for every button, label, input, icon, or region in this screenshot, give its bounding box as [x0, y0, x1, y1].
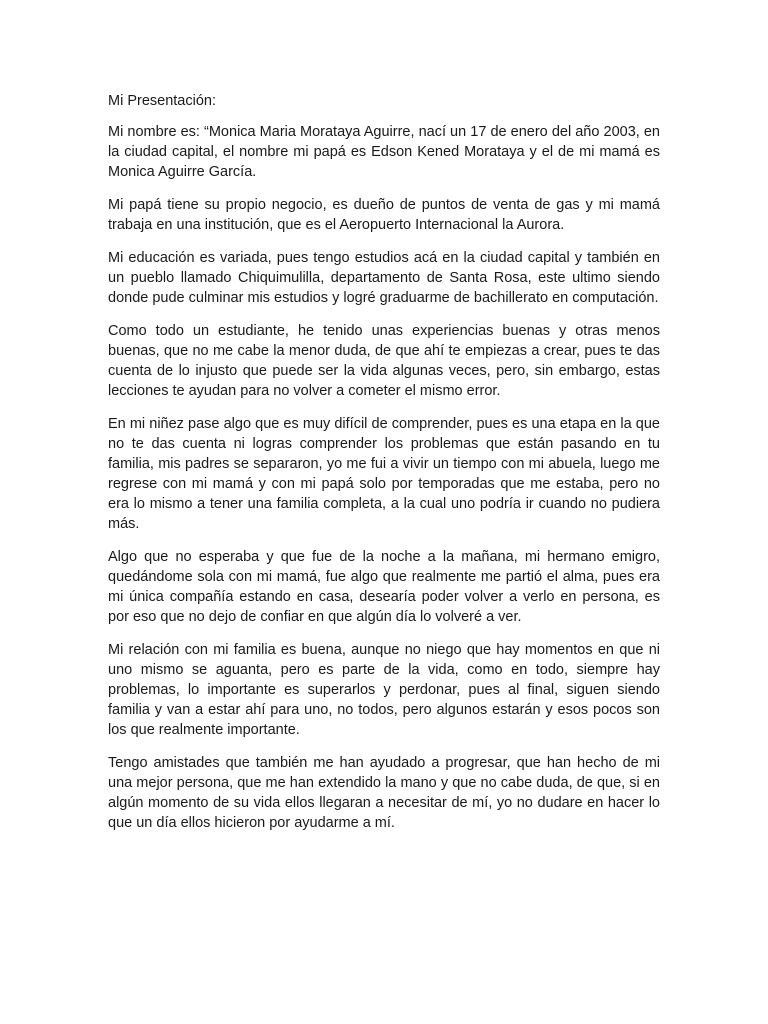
paragraph-4: Como todo un estudiante, he tenido unas experiencias buenas y otras menos buenas, que no me cabe la menor duda, de que ahí te empiezas a crear, pues te das cuenta de lo injusto que puede ser la vida algunas veces, pero, sin embargo, estas lecciones te ayudan para no volver a cometer el mismo error.	[108, 323, 660, 399]
paragraph-8: Tengo amistades que también me han ayudado a progresar, que han hecho de mi una mejor persona, que me han extendido la mano y que no cabe duda, de que, si en algún momento de su vida ellos llegaran a necesitar de mí, yo no dudare en hacer lo que un día ellos hicieron por ayudarme a mí.	[108, 755, 660, 831]
paragraph-2: Mi papá tiene su propio negocio, es dueño de puntos de venta de gas y mi mamá trabaja en una institución, que es el Aeropuerto Internacional la Aurora.	[108, 197, 660, 233]
document-heading: Mi Presentación:	[108, 93, 216, 109]
document-page	[108, 91, 660, 846]
paragraph-1: Mi nombre es: “Monica Maria Morataya Aguirre, nací un 17 de enero del año 2003, en la ciudad capital, el nombre mi papá es Edson Kened Morataya y el de mi mamá es Monica Aguirre García.	[108, 124, 660, 180]
paragraph-3: Mi educación es variada, pues tengo estudios acá en la ciudad capital y también en un pueblo llamado Chiquimulilla, departamento de Santa Rosa, este ultimo siendo donde pude culminar mis estudios y logré graduarme de bachillerato en computación.	[108, 250, 660, 306]
paragraph-6: Algo que no esperaba y que fue de la noche a la mañana, mi hermano emigro, quedándome sola con mi mamá, fue algo que realmente me partió el alma, pues era mi única compañía estando en casa, desearía poder volver a verlo en persona, es por eso que no dejo de confiar en que algún día lo volveré a ver.	[108, 549, 660, 625]
paragraph-7: Mi relación con mi familia es buena, aunque no niego que hay momentos en que ni uno mismo se aguanta, pero es parte de la vida, como en todo, siempre hay problemas, lo importante es superarlos y perdonar, pues al final, siguen siendo familia y van a estar ahí para uno, no todos, pero algunos estarán y esos pocos son los que realmente importante.	[108, 642, 660, 738]
paragraph-5: En mi niñez pase algo que es muy difícil de comprender, pues es una etapa en la que no te das cuenta ni logras comprender los problemas que están pasando en tu familia, mis padres se separaron, yo me fui a vivir un tiempo con mi abuela, luego me regrese con mi mamá y con mi papá solo por temporadas que me estaba, pero no era lo mismo a tener una familia completa, a la cual uno podría ir cuando no pudiera más.	[108, 416, 660, 532]
